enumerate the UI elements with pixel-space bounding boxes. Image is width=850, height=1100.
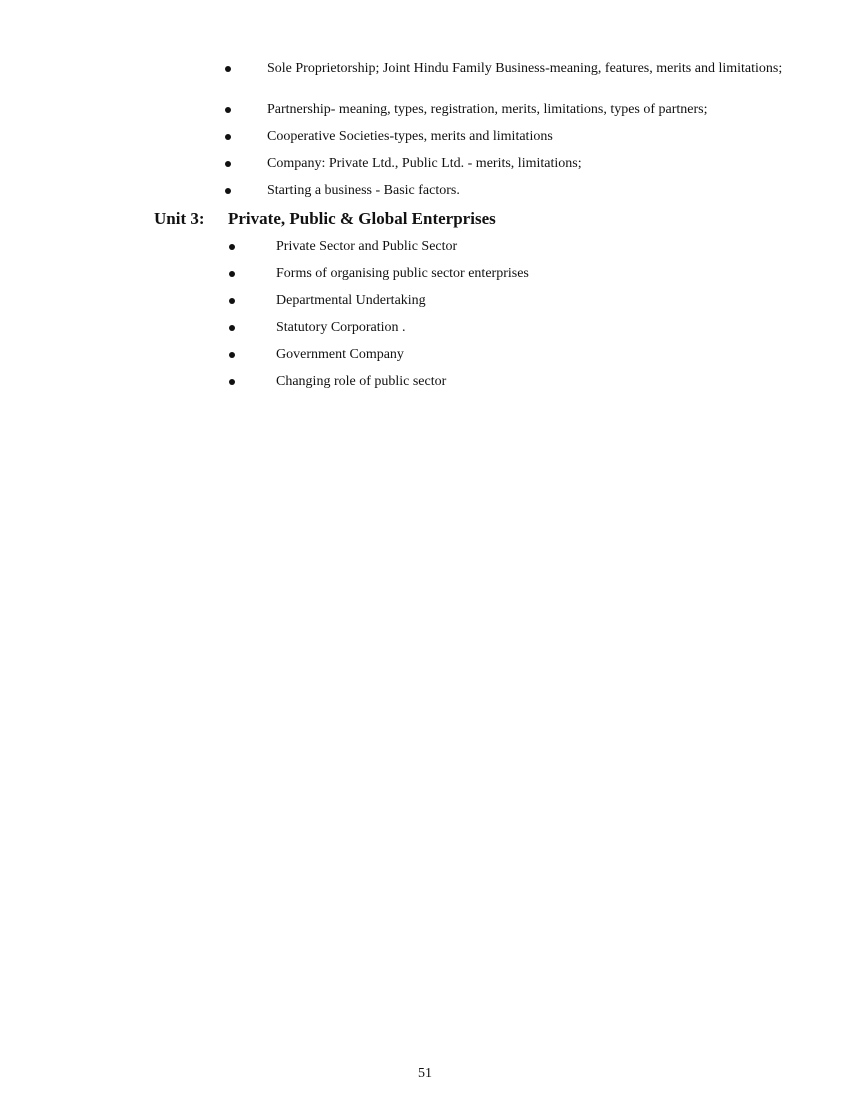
list-item-text: Private Sector and Public Sector bbox=[276, 239, 458, 254]
bullet-icon bbox=[229, 271, 235, 277]
list-item bbox=[226, 239, 786, 255]
bullet-icon bbox=[225, 188, 231, 194]
list-item bbox=[222, 102, 792, 118]
page-number: 51 bbox=[418, 1066, 432, 1081]
list-item-text: Cooperative Societies-types, merits and limitations bbox=[267, 129, 553, 144]
bullet-icon bbox=[229, 298, 235, 304]
bullet-icon bbox=[229, 244, 235, 250]
list-item bbox=[222, 183, 792, 199]
bullet-icon bbox=[225, 161, 231, 167]
unit-3-title: Private, Public & Global Enterprises bbox=[228, 209, 496, 228]
bullet-icon bbox=[229, 325, 235, 331]
unit-3-label: Unit 3: bbox=[154, 209, 205, 228]
list-item bbox=[222, 129, 792, 145]
bullet-icon bbox=[225, 66, 231, 72]
list-item-text: Changing role of public sector bbox=[276, 374, 447, 389]
bullet-icon bbox=[225, 134, 231, 140]
list-item bbox=[226, 374, 786, 390]
list-item bbox=[226, 293, 786, 309]
list-item bbox=[226, 347, 786, 363]
list-item-text: Forms of organising public sector enterprises bbox=[276, 266, 529, 281]
bullet-icon bbox=[229, 379, 235, 385]
bullet-icon bbox=[225, 107, 231, 113]
list-item-text: Statutory Corporation . bbox=[276, 320, 406, 335]
list-item bbox=[222, 61, 792, 93]
list-item bbox=[226, 266, 786, 282]
list-item-text: Sole Proprietorship; Joint Hindu Family Business-meaning, features, merits and limitations; bbox=[267, 61, 783, 76]
list-item-text: Company: Private Ltd., Public Ltd. - merits, limitations; bbox=[267, 156, 582, 171]
list-item-text: Starting a business - Basic factors. bbox=[267, 183, 460, 198]
list-item-text: Government Company bbox=[276, 347, 404, 362]
list-item-text: Partnership- meaning, types, registration, merits, limitations, types of partners; bbox=[267, 102, 708, 117]
list-item bbox=[222, 156, 792, 172]
list-item bbox=[226, 320, 786, 336]
list-item-text: Departmental Undertaking bbox=[276, 293, 426, 308]
bullet-icon bbox=[229, 352, 235, 358]
